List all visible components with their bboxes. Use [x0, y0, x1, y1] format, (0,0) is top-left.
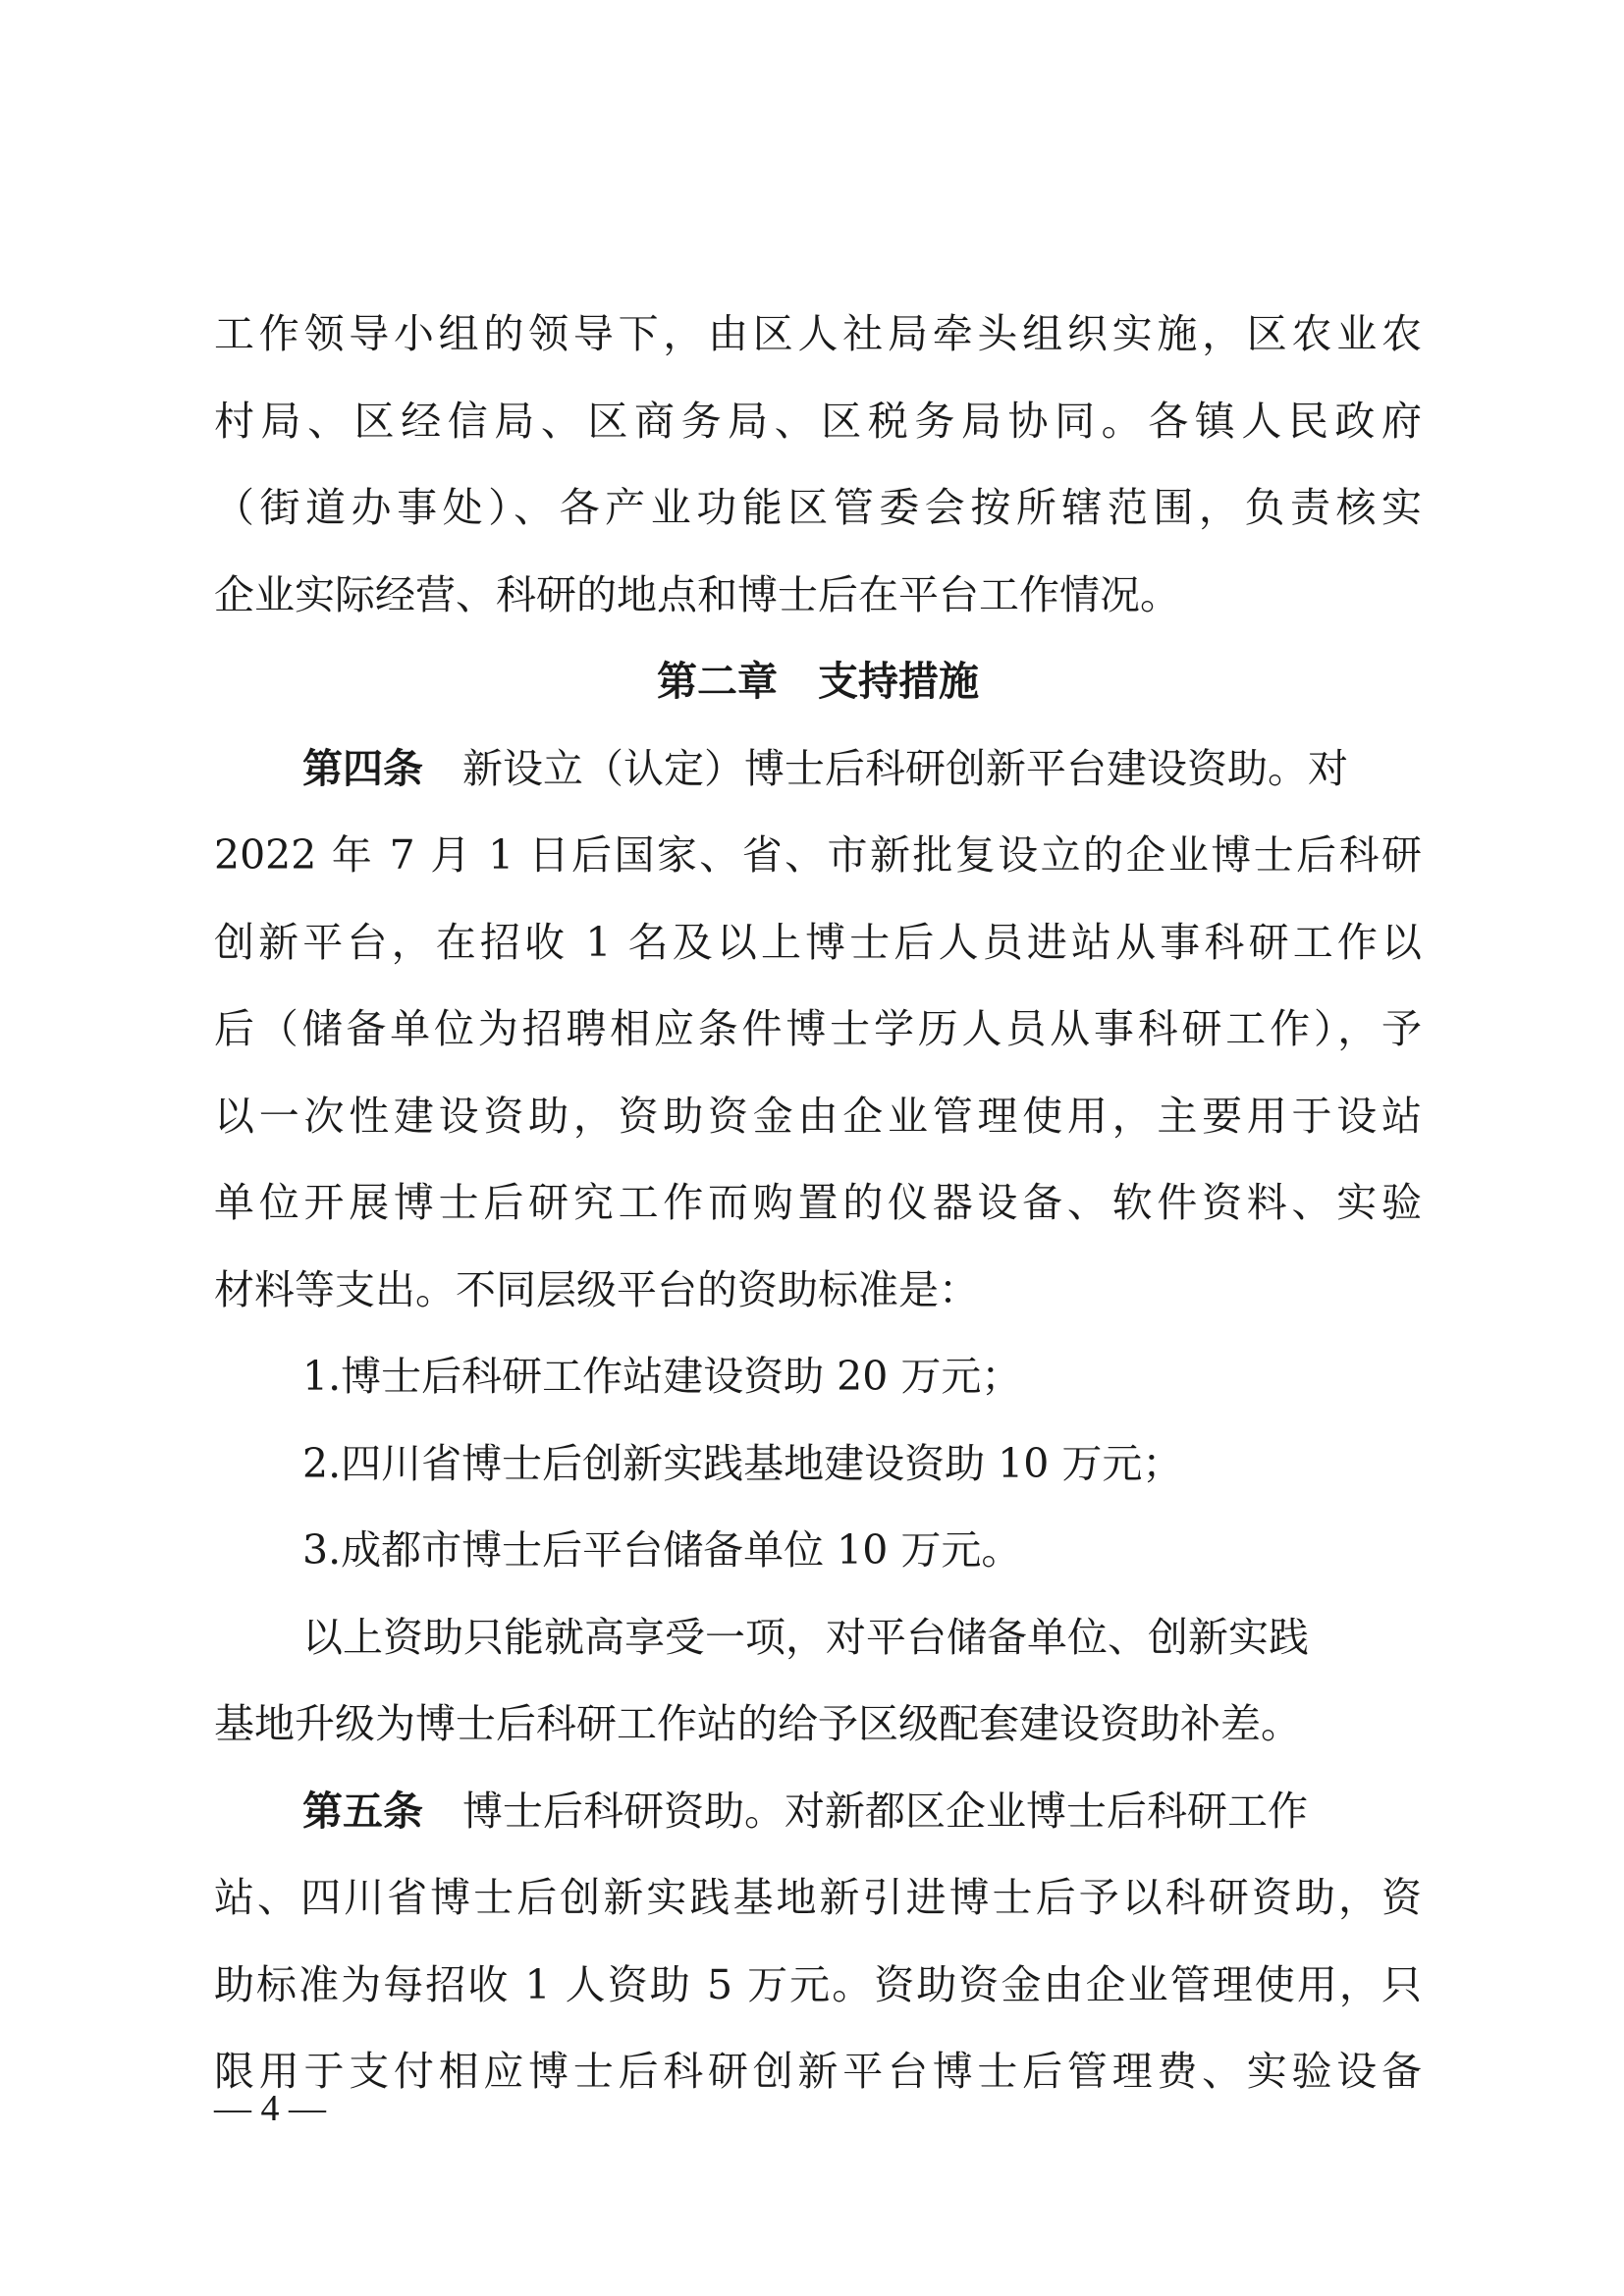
- body-line: 站、四川省博士后创新实践基地新引进博士后予以科研资助，资: [214, 1874, 1422, 1921]
- body-line: 单位开展博士后研究工作而购置的仪器设备、软件资料、实验: [214, 1179, 1422, 1226]
- list-item: 2.四川省博士后创新实践基地建设资助 10 万元；: [302, 1439, 1183, 1487]
- body-line: 企业实际经营、科研的地点和博士后在平台工作情况。: [214, 570, 1180, 618]
- article-4-first-line: [214, 725, 1422, 813]
- body-line: 村局、区经信局、区商务局、区税务局协同。各镇人民政府: [214, 397, 1422, 445]
- document-body: [214, 291, 1422, 2115]
- article-4-label: 第四条: [302, 744, 423, 792]
- body-line: 后（储备单位为招聘相应条件博士学历人员从事科研工作），予: [214, 1005, 1422, 1052]
- page-number: — 4 —: [214, 2088, 326, 2129]
- article-4-text: 新设立（认定）博士后科研创新平台建设资助。对: [462, 744, 1348, 792]
- body-line: 创新平台，在招收 1 名及以上博士后人员进站从事科研工作以: [214, 918, 1422, 966]
- body-line: 2022 年 7 月 1 日后国家、省、市新批复设立的企业博士后科研: [214, 831, 1422, 879]
- body-line: 以一次性建设资助，资助资金由企业管理使用，主要用于设站: [214, 1092, 1422, 1140]
- chapter-title: 第二章 支持措施: [657, 658, 979, 705]
- list-item: 1.博士后科研工作站建设资助 20 万元；: [302, 1353, 1022, 1400]
- article-5-first-line: [214, 1768, 1422, 1855]
- article-5-label: 第五条: [302, 1787, 423, 1835]
- body-line: 限用于支付相应博士后科研创新平台博士后管理费、实验设备: [214, 2048, 1422, 2095]
- body-line: 助标准为每招收 1 人资助 5 万元。资助资金由企业管理使用，只: [214, 1960, 1422, 2008]
- body-line: （街道办事处）、各产业功能区管委会按所辖范围，负责核实: [214, 484, 1422, 531]
- article-5-text: 博士后科研资助。对新都区企业博士后科研工作: [462, 1787, 1308, 1835]
- body-line: 工作领导小组的领导下，由区人社局牵头组织实施，区农业农: [214, 310, 1422, 357]
- body-line: 材料等支出。不同层级平台的资助标准是：: [214, 1265, 979, 1313]
- list-item: 3.成都市博士后平台储备单位 10 万元。: [302, 1526, 1022, 1574]
- body-line: 以上资助只能就高享受一项，对平台储备单位、创新实践: [302, 1613, 1309, 1661]
- body-line: 基地升级为博士后科研工作站的给予区级配套建设资助补差。: [214, 1700, 1301, 1747]
